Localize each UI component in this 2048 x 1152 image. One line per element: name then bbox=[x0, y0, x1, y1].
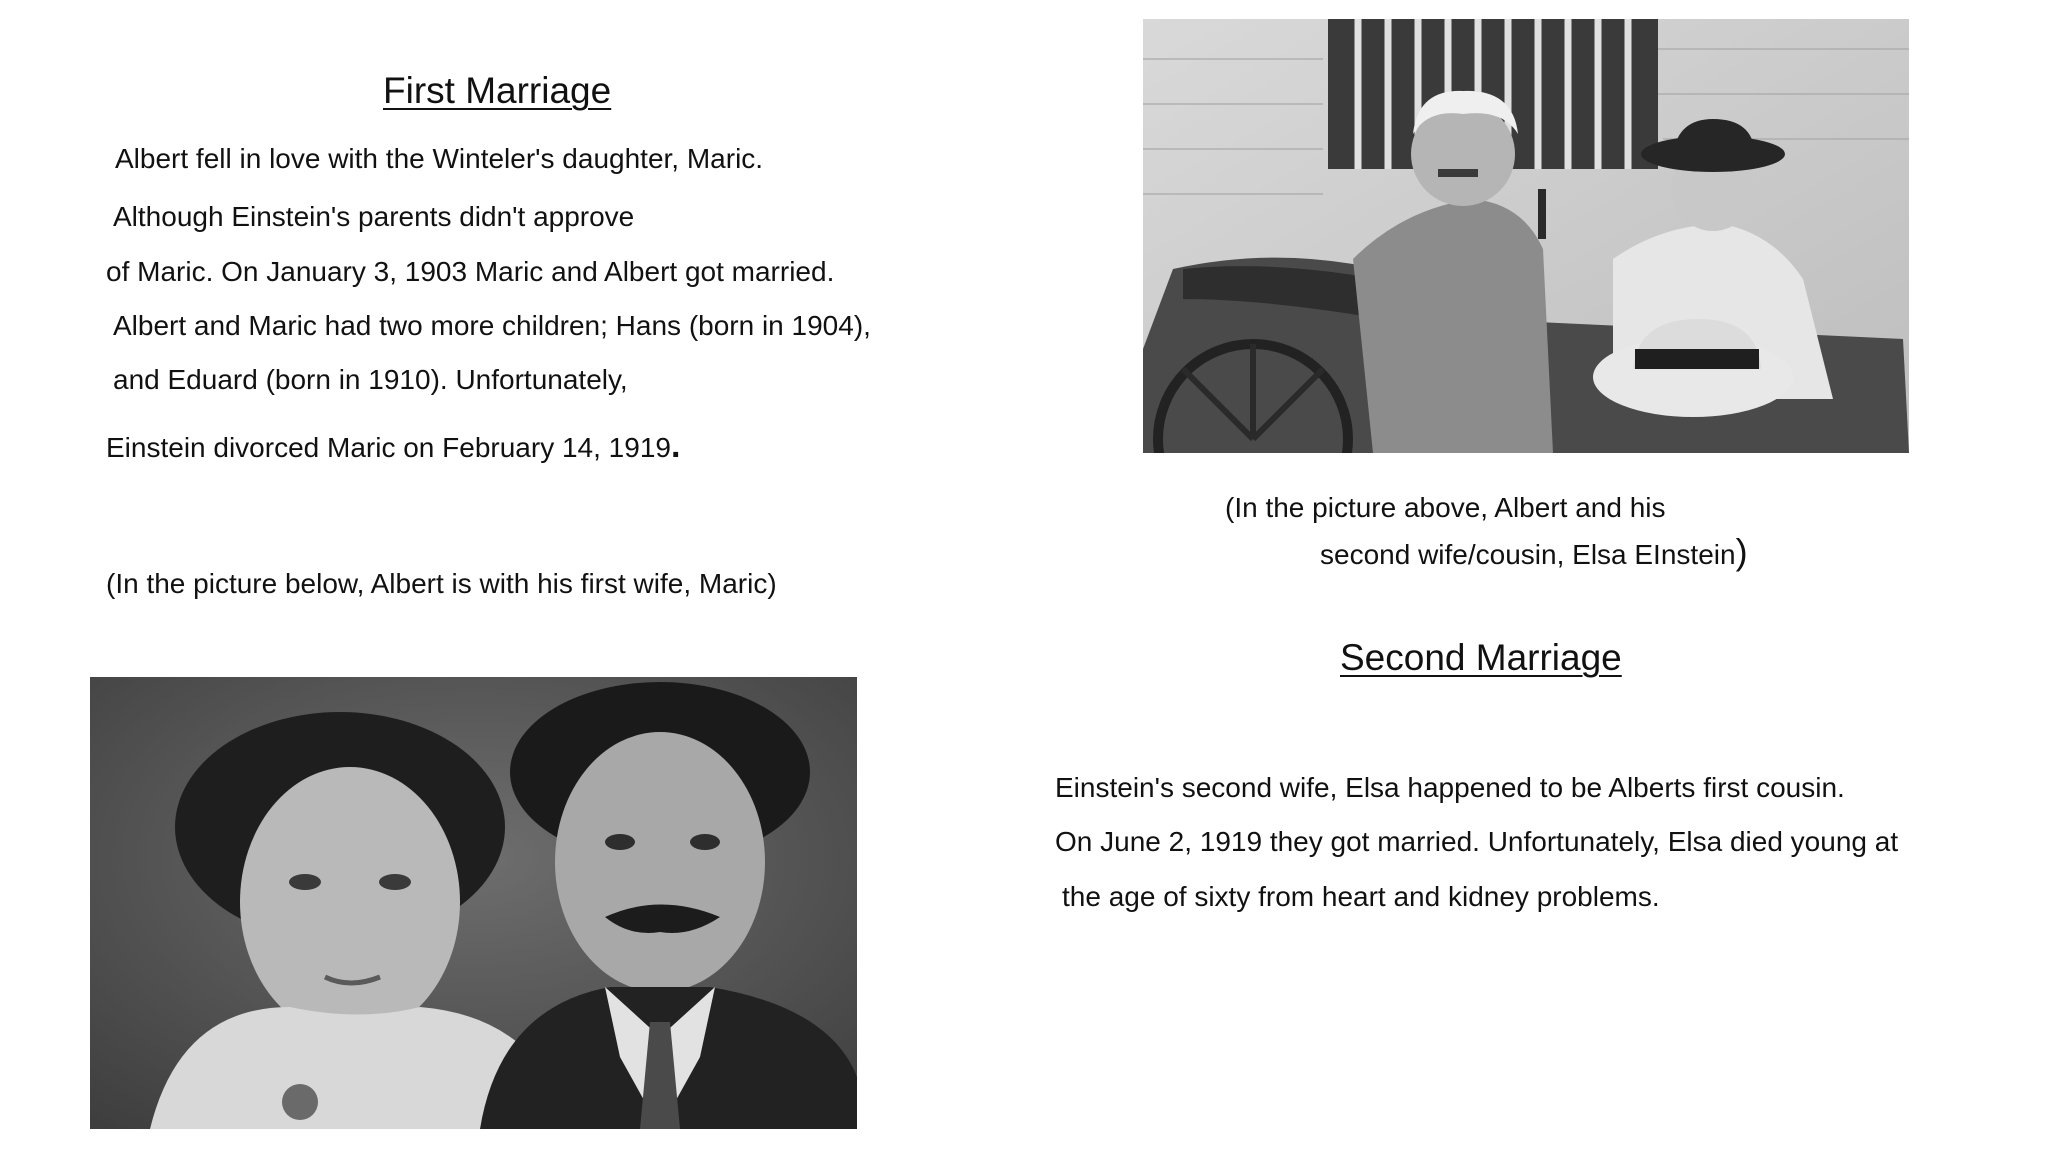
first-marriage-line-6-text: Einstein divorced Maric on February 14, 1919 bbox=[106, 432, 671, 463]
first-marriage-caption: (In the picture below, Albert is with his first wife, Maric) bbox=[106, 568, 777, 599]
second-marriage-caption-line-1: (In the picture above, Albert and his bbox=[1225, 492, 1666, 523]
second-marriage-line-2: On June 2, 1919 they got married. Unfortunately, Elsa died young at bbox=[1055, 826, 1899, 857]
second-marriage-heading: Second Marriage bbox=[1340, 637, 1622, 678]
first-marriage-line-6-end: . bbox=[670, 427, 681, 465]
first-marriage-heading: First Marriage bbox=[383, 70, 612, 111]
first-marriage-line-3: of Maric. On January 3, 1903 Maric and Albert got married. bbox=[106, 256, 835, 287]
first-marriage-line-1: Albert fell in love with the Winteler's daughter, Maric. bbox=[115, 143, 764, 174]
first-marriage-line-2: Although Einstein's parents didn't approve bbox=[113, 201, 635, 232]
photo-albert-and-maric bbox=[90, 677, 857, 1129]
second-marriage-line-3: the age of sixty from heart and kidney problems. bbox=[1062, 881, 1660, 912]
first-marriage-line-5: and Eduard (born in 1910). Unfortunately, bbox=[113, 364, 628, 395]
second-marriage-caption-line-2-text: second wife/cousin, Elsa EInstein bbox=[1320, 539, 1736, 570]
second-marriage-caption-close: ) bbox=[1735, 531, 1748, 572]
second-marriage-caption-line-2 bbox=[1320, 531, 1748, 572]
second-marriage-line-1: Einstein's second wife, Elsa happened to be Alberts first cousin. bbox=[1055, 772, 1845, 803]
photo-albert-and-elsa bbox=[1143, 19, 1909, 453]
first-marriage-line-6 bbox=[106, 429, 680, 465]
first-marriage-line-4: Albert and Maric had two more children; Hans (born in 1904), bbox=[113, 310, 871, 341]
